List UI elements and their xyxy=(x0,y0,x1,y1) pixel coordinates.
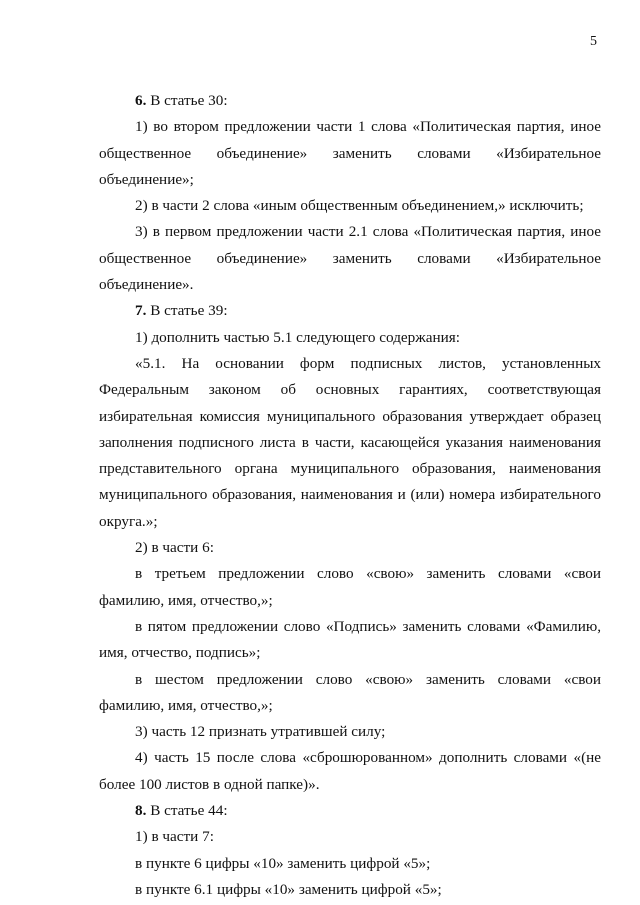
paragraph xyxy=(99,877,601,903)
paragraph xyxy=(99,667,601,720)
paragraph xyxy=(99,325,601,351)
paragraph-text: В статье 44: xyxy=(146,802,228,820)
item-number: 7. xyxy=(135,302,147,320)
paragraph-text: 2) в части 2 слова «иным общественным объединением,» исключить; xyxy=(135,197,584,215)
paragraph xyxy=(99,561,601,614)
article-44-heading xyxy=(99,798,601,824)
item-number: 6. xyxy=(135,92,147,109)
paragraph xyxy=(99,219,601,298)
paragraph xyxy=(99,824,601,850)
paragraph xyxy=(99,851,601,877)
paragraph-text: в пятом предложении слово «Подпись» заменить словами «Фамилию, имя, отчество, подпись»; xyxy=(99,617,601,662)
paragraph xyxy=(99,535,601,561)
paragraph-text: в пункте 6.1 цифры «10» заменить цифрой «5»; xyxy=(135,880,442,898)
paragraph xyxy=(99,745,601,798)
paragraph-text: 4) часть 15 после слова «сброшюрованном» дополнить словами «(не более 100 листов в одной папке)». xyxy=(99,749,601,793)
paragraph-text: в третьем предложении слово «свою» заменить словами «свои фамилию, имя, отчество,»; xyxy=(99,565,601,609)
paragraph-text: 3) часть 12 признать утратившей силу; xyxy=(135,723,386,741)
paragraph xyxy=(99,614,601,667)
document-body xyxy=(99,88,601,903)
paragraph-text: 1) в части 7: xyxy=(135,828,214,846)
page-number: 5 xyxy=(590,34,597,49)
item-number: 8. xyxy=(135,802,147,820)
paragraph-text: 1) дополнить частью 5.1 следующего содержания: xyxy=(135,328,460,346)
paragraph-text: 3) в первом предложении части 2.1 слова «Политическая партия, иное общественное объединение» заменить словами «Избирательное объединение». xyxy=(99,223,601,294)
paragraph-text: В статье 30: xyxy=(146,92,228,109)
quoted-paragraph xyxy=(99,351,601,535)
paragraph-text: «5.1. На основании форм подписных листов, установленных Федеральным законом об основных гарантиях, соответствующая избирательная комиссия муниципального образования утверждает образец заполнения подписного листа в части, касающейся указания наименования представительного органа муниципального образования, наименования муниципального образования, наименования и (или) номера избирательного округа.»; xyxy=(99,354,601,530)
paragraph-text: 1) во втором предложении части 1 слова «Политическая партия, иное общественное объединение» заменить словами «Избирательное объединение»; xyxy=(99,118,601,188)
article-39-heading xyxy=(99,298,601,324)
article-30-heading xyxy=(99,88,601,114)
paragraph xyxy=(99,719,601,745)
paragraph-text: в пункте 6 цифры «10» заменить цифрой «5»; xyxy=(135,854,431,872)
paragraph xyxy=(99,193,601,219)
paragraph xyxy=(99,114,601,193)
paragraph-text: в шестом предложении слово «свою» заменить словами «свои фамилию, имя, отчество,»; xyxy=(99,670,601,714)
paragraph-text: В статье 39: xyxy=(146,302,228,320)
paragraph-text: 2) в части 6: xyxy=(135,539,214,557)
